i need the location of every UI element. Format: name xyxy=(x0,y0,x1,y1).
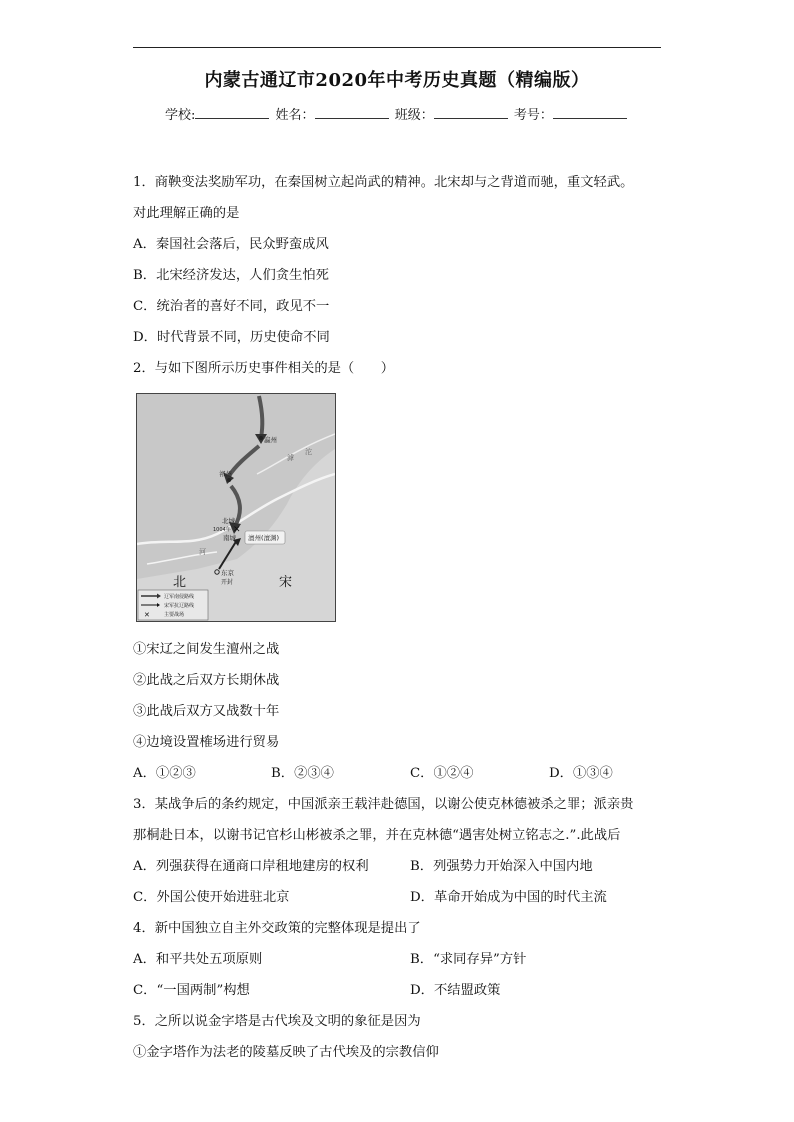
q1-stem-line2: 对此理解正确的是 xyxy=(133,206,240,221)
map-legend-liao: 辽军南侵路线 xyxy=(164,594,195,600)
q1-option-d[interactable]: D．时代背景不同，历史使命不同 xyxy=(133,330,330,345)
map-svg xyxy=(137,394,335,621)
exam-no-blank[interactable] xyxy=(553,106,627,119)
q5-statement-1: ①金字塔作为法老的陵墓反映了古代埃及的宗教信仰 xyxy=(133,1045,439,1060)
map-label-region-left: 北 xyxy=(173,575,187,590)
map-label-river-c: 河 xyxy=(199,548,206,556)
map-label-river-a: 滹 xyxy=(287,454,294,462)
q3-stem-line1: 3．某战争后的条约规定，中国派亲王载沣赴德国，以谢公使克林德被杀之罪；派亲贵 xyxy=(133,797,634,812)
name-label: 姓名： xyxy=(275,108,315,123)
student-info-line xyxy=(165,104,629,123)
map-city-dot xyxy=(227,478,231,482)
map-battle-mark: ✕ xyxy=(233,525,241,535)
q2-option-d[interactable]: D．①③④ xyxy=(549,766,613,781)
map-label-region-right: 宋 xyxy=(279,575,293,590)
map-label-dongjing: 东京 xyxy=(221,569,234,577)
q1-option-a[interactable]: A．秦国社会落后，民众野蛮成风 xyxy=(133,237,329,252)
q4-option-c[interactable]: C．“一国两制”构想 xyxy=(133,983,250,998)
q5-stem: 5．之所以说金字塔是古代埃及文明的象征是因为 xyxy=(133,1014,421,1029)
map-label-year: 1004年 xyxy=(213,527,231,533)
school-label: 学校: xyxy=(165,108,196,123)
map-city-dot xyxy=(215,570,219,574)
q2-statement-3: ③此战后双方又战数十年 xyxy=(133,704,280,719)
school-blank[interactable] xyxy=(195,106,269,119)
map-legend-battlefield: 主要战场 xyxy=(164,612,185,618)
map-label-river-b: 沱 xyxy=(305,448,312,456)
q3-option-a[interactable]: A．列强获得在通商口岸租地建房的权利 xyxy=(133,859,369,874)
q2-historical-map xyxy=(136,393,336,622)
map-label-kaifeng: 开封 xyxy=(221,579,234,586)
q4-option-a[interactable]: A．和平共处五项原则 xyxy=(133,952,263,967)
map-label-yingzhou: 瀛州 xyxy=(264,436,277,444)
name-blank[interactable] xyxy=(315,106,389,119)
q2-stem: 2．与如下图所示历史事件相关的是（ ） xyxy=(133,361,395,376)
map-label-chanzhou: 澶州(澶渊) xyxy=(248,534,280,542)
map-legend-battle-mark: ✕ xyxy=(144,611,150,619)
top-rule xyxy=(133,47,661,48)
q4-option-b[interactable]: B．“求同存异”方针 xyxy=(410,952,527,967)
q1-option-c[interactable]: C．统治者的喜好不同，政见不一 xyxy=(133,299,330,314)
map-label-beicheng: 北城 xyxy=(222,517,235,525)
map-label-qizhou: 祁州 xyxy=(219,470,232,478)
map-legend-song: 宋军抗辽路线 xyxy=(164,603,195,609)
map-city-dot xyxy=(259,436,263,440)
class-blank[interactable] xyxy=(434,106,508,119)
q4-option-d[interactable]: D．不结盟政策 xyxy=(410,983,501,998)
map-label-nancheng: 南城 xyxy=(223,534,236,542)
class-label: 班级： xyxy=(394,108,434,123)
q3-option-d[interactable]: D．革命开始成为中国的时代主流 xyxy=(410,890,607,905)
page-title: 内蒙古通辽市2020年中考历史真题（精编版） xyxy=(204,70,590,91)
q3-option-c[interactable]: C．外国公使开始进驻北京 xyxy=(133,890,290,905)
q2-statement-4: ④边境设置榷场进行贸易 xyxy=(133,735,280,750)
q3-stem-line2: 那桐赴日本，以谢书记官杉山彬被杀之罪，并在克林德“遇害处树立铭志之.”.此战后 xyxy=(133,828,621,843)
q1-option-b[interactable]: B．北宋经济发达，人们贪生怕死 xyxy=(133,268,329,283)
q2-statement-1: ①宋辽之间发生澶州之战 xyxy=(133,642,280,657)
q3-option-b[interactable]: B．列强势力开始深入中国内地 xyxy=(410,859,593,874)
q2-option-b[interactable]: B．②③④ xyxy=(271,766,334,781)
q4-stem: 4．新中国独立自主外交政策的完整体现是提出了 xyxy=(133,921,421,936)
q2-statement-2: ②此战之后双方长期休战 xyxy=(133,673,280,688)
q2-option-c[interactable]: C．①②④ xyxy=(410,766,474,781)
q2-option-a[interactable]: A．①②③ xyxy=(133,766,196,781)
exam-no-label: 考号： xyxy=(513,108,553,123)
q1-stem-line1: 1．商鞅变法奖励军功，在秦国树立起尚武的精神。北宋却与之背道而驰，重文轻武。 xyxy=(133,175,634,190)
